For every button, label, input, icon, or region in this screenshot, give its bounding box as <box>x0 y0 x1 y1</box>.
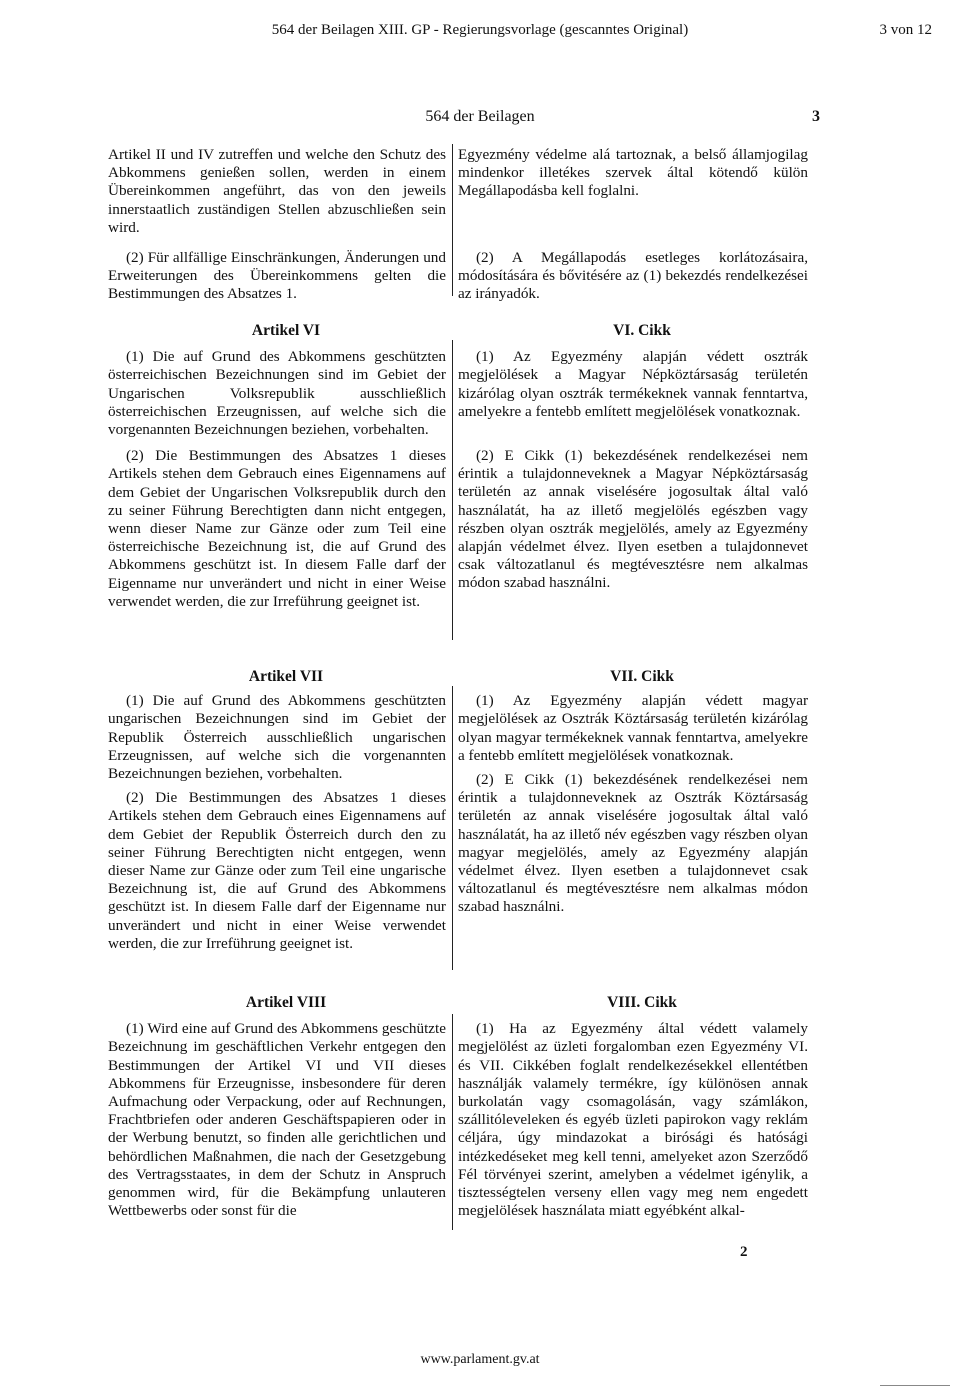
article-7-hu-p1: (1) Az Egyezmény alapján védett magyar megjelölések az Osztrák Köztársaság területén kizárólag olyan magyar termékeknek vannak fenntartva, amelyekre a fentebb említett megjelölések vonatkoznak. <box>458 692 808 764</box>
article-8-de-title: Artikel VIII <box>245 994 327 1011</box>
article-6-de-p1: (1) Die auf Grund des Abkommens geschützten österreichischen Bezeichnungen sind im Gebiet der Ungarischen Volksrepublik ausschließlich österreichischen Erzeugnissen, auf welche sich die vorgenannten Bezeichnungen beziehen, vorbehalten. <box>108 348 446 439</box>
intro-de-p2: (2) Für allfällige Einschränkungen, Änderungen und Erweiterungen des Übereinkommens gelten die Bestimmungen des Absatzes 1. <box>108 249 446 303</box>
column-divider <box>452 1014 453 1230</box>
article-8-hu-title: VIII. Cikk <box>607 994 677 1011</box>
page-number: 2 <box>740 1244 748 1260</box>
article-6-de <box>108 322 446 611</box>
article-7-hu <box>458 668 808 917</box>
page-header-title: 564 der Beilagen <box>425 108 535 125</box>
column-divider <box>452 686 453 970</box>
article-6-hu-title: VI. Cikk <box>613 322 671 339</box>
bottom-rule <box>880 1385 950 1386</box>
article-8-hu-p1: (1) Ha az Egyezmény által védett valamely megjelölést az üzleti forgalomban ezen Egyezmény VI. és VII. Cikkében foglalt rendelkezésekkel ellentétben használják valamely termékre, így különösen annak burkolatán vagy csomagolásán, vagy számlákon, szállitóleveleken és egyéb üzleti papirokon vagy reklám céljára, úgy mindazokat a birósági és hatósági intézkedéseket meg kell tenni, amelyeket azon Szerződő Fél törvényei szerint, amelyben a védelmet igénylik, a tisztességtelen verseny ellen vagy meg nem engedett megjelölések használata miatt egyébként alkal- <box>458 1020 808 1220</box>
article-7-de-p2: (2) Die Bestimmungen des Absatzes 1 dieses Artikels stehen dem Gebrauch eines Eigennamens auf dem Gebiet der Republik Österreich durch den zu seiner Führung Berechtigten nicht entgegen, wenn dieser Name zur Gänze oder zum Teil eine ungarische Bezeichnung ist, die auf Grund des Abkommens geschützt ist. In diesem Falle darf der Eigenname nur unverändert und nicht in einer Weise verwendet werden, die zur Irreführung geeignet ist. <box>108 789 446 952</box>
article-7-de <box>108 668 446 953</box>
article-8-de <box>108 994 446 1220</box>
scan-title: 564 der Beilagen XIII. GP - Regierungsvorlage (gescanntes Original) <box>271 22 689 38</box>
article-6-hu-p1: (1) Az Egyezmény alapján védett osztrák megjelölések a Magyar Népköztársaság területén kizárólag olyan osztrák termékeknek vannak fenntartva, amelyekre a fentebb említett megjelölések vonatkoznak. <box>458 348 808 420</box>
article-6-hu <box>458 322 808 593</box>
intro-hu <box>458 146 808 303</box>
intro-hu-p2: (2) A Megállapodás esetleges korlátozásaira, módosítására és bővitésére az (1) bekezdés rendelkezései az irányadók. <box>458 248 808 303</box>
article-6-hu-p2: (2) E Cikk (1) bekezdésének rendelkezései nem érintik a tulajdonneveknek a Magyar Népköztársaság területén az annak viselésére jogosultak által való használatát, ha az illető megjelölés egészben vagy részben olyan osztrák megjelölés, amely az Egyezmény alapján védelmet élvez. Ilyen esetben a tulajdonnevet csak változatlanul és megtévesztésre nem alkalmas módon szabad használni. <box>458 447 808 592</box>
article-6-de-p2: (2) Die Bestimmungen des Absatzes 1 dieses Artikels stehen dem Gebrauch eines Eigennamens auf dem Gebiet der Ungarischen Volksrepublik durch den zu seiner Führung Berechtigten dann nicht entgegen, wenn dieser Name zur Gänze oder zum Teil eine österreichische Bezeichnung ist, die auf Grund des Abkommens geschützt ist. In diesem Falle darf der Eigenname nur unverändert und nicht in einer Weise verwendet werden, die zur Irreführung geeignet ist. <box>108 447 446 610</box>
intro-hu-p1: Egyezmény védelme alá tartoznak, a belső államjogilag mindenkor illetékes szervek által kötendő külön Megállapodásba kell foglalni. <box>458 146 808 200</box>
article-8-de-p1: (1) Wird eine auf Grund des Abkommens geschützte Bezeichnung im geschäftlichen Verkehr entgegen den Bestimmungen der Artikel VI und VII dieses Abkommens für Erzeugnisse, insbesondere für deren Aufmachung oder Verpackung, oder auf Rechnungen, Frachtbriefen oder anderen Geschäftspapieren oder in der Werbung benutzt, so finden alle gerichtlichen und behördlichen Maßnahmen, die nach der Gesetzgebung des Vertragsstaates, in dem der Schutz in Anspruch genommen wird, für die Bekämpfung unlauteren Wettbewerbs oder sonst für die <box>108 1020 446 1220</box>
column-divider <box>452 340 453 640</box>
intro-de-p1: Artikel II und IV zutreffen und welche den Schutz des Abkommens genießen sollen, werden in einem Übereinkommen angeführt, das von den jeweils innerstaatlich zuständigen Stellen abzuschließen sein wird. <box>108 146 446 236</box>
article-7-de-title: Artikel VII <box>248 668 324 685</box>
intro-de <box>108 146 446 304</box>
article-6-de-title: Artikel VI <box>251 322 321 339</box>
article-7-hu-title: VII. Cikk <box>610 668 674 685</box>
pagination: 3 von 12 <box>879 22 932 38</box>
page-header-number: 3 <box>812 108 820 125</box>
article-7-de-p1: (1) Die auf Grund des Abkommens geschützten ungarischen Bezeichnungen sind im Gebiet der Republik Österreich ausschließlich ungarischen Erzeugnissen, auf welche sich die vorgenannten Bezeichnungen beziehen, vorbehalten. <box>108 692 446 783</box>
column-divider <box>452 144 453 296</box>
footer-url: www.parlament.gv.at <box>420 1352 540 1367</box>
article-8-hu <box>458 994 808 1220</box>
article-7-hu-p2: (2) E Cikk (1) bekezdésének rendelkezései nem érintik a tulajdonneveknek az Osztrák Köztársaság területén az annak viselésére jogosultak által való használatát, ha az illető név egészben vagy részben olyan magyar megjelölés, amely az Egyezmény alapján védelmet élvez. Ilyen esetben a tulajdonnevet csak változatlanul és megtévesztésre nem alkalmas módon szabad használni. <box>458 771 808 916</box>
